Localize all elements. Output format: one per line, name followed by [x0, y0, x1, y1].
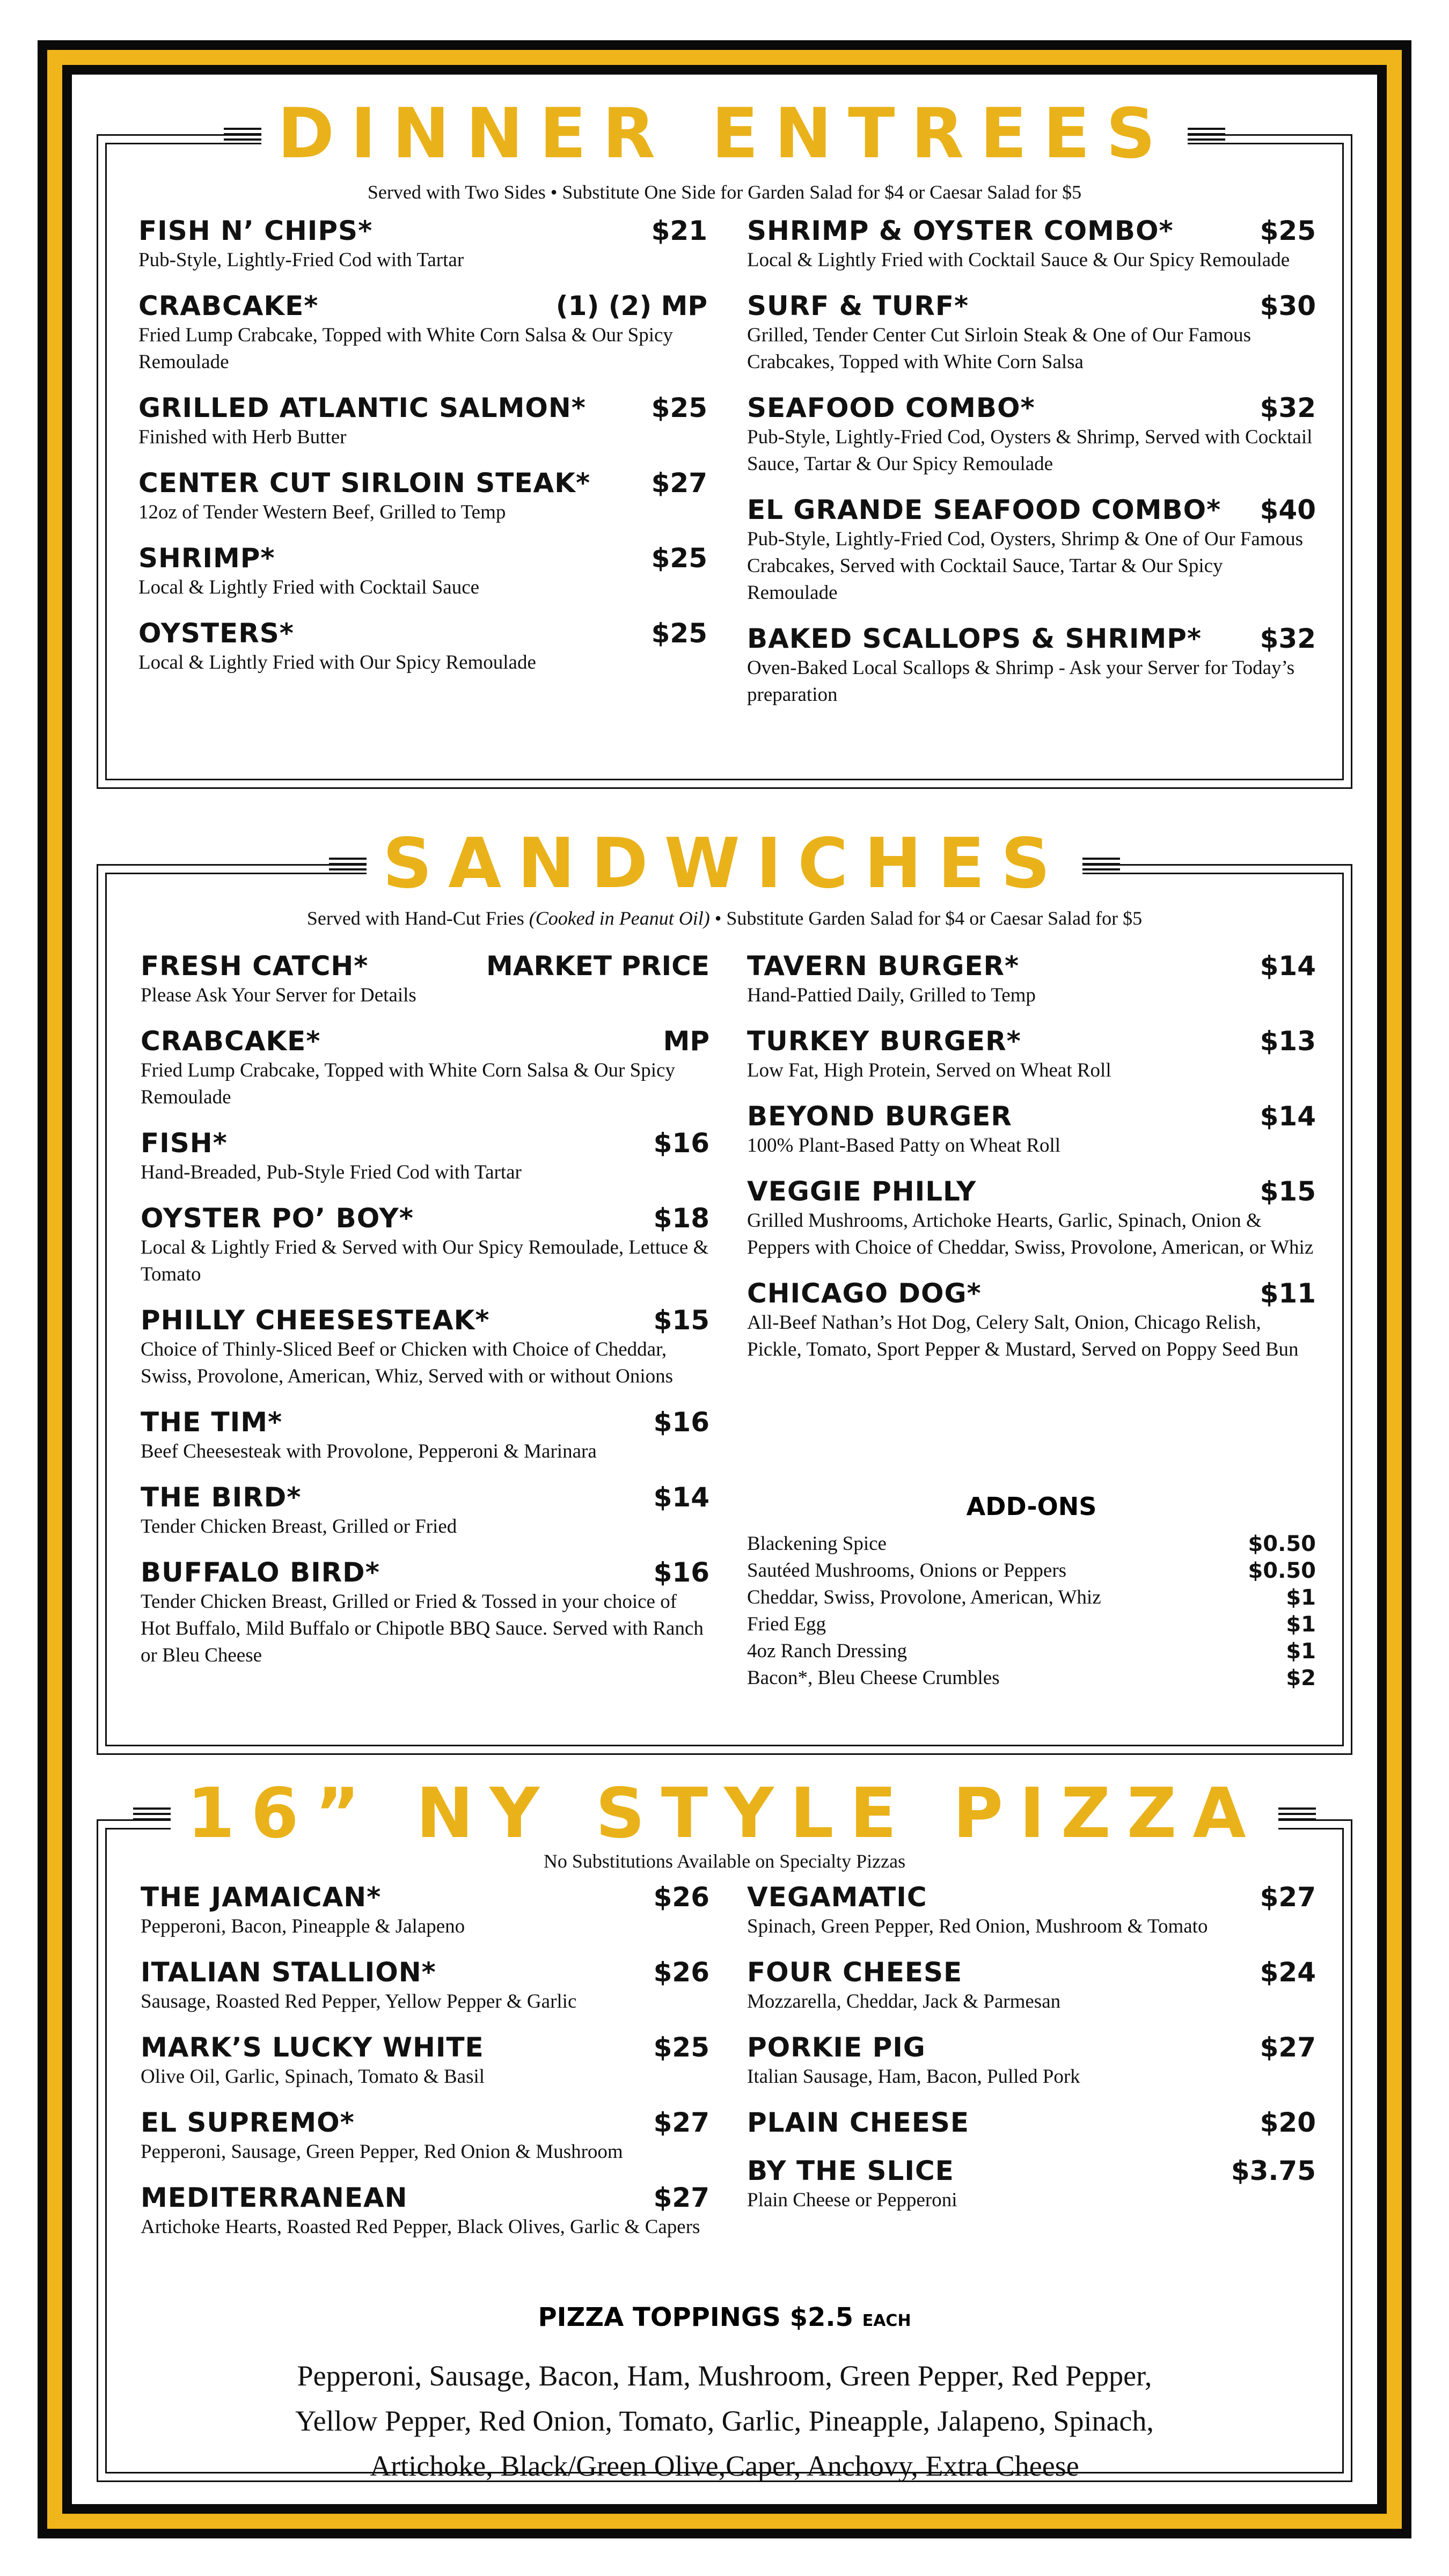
menu-item-description: Grilled Mushrooms, Artichoke Hearts, Garlic, Spinach, Onion & Peppers with Choice of Cheddar, Swiss, Provolone, American, or Whiz	[747, 1210, 1314, 1258]
menu-item-price: $40	[1260, 494, 1316, 525]
addon-price: $0.50	[1248, 1558, 1316, 1583]
menu-item	[141, 2106, 709, 2165]
menu-item-header	[138, 215, 707, 247]
menu-item-name: PORKIE PIG	[747, 2032, 926, 2063]
addon-row	[747, 1611, 1316, 1638]
menu-item-price: $25	[653, 2032, 709, 2063]
dinner-subtitle: Served with Two Sides • Substitute One Side for Garden Salad for $4 or Caesar Salad for $5	[367, 181, 1082, 203]
menu-item-header	[747, 215, 1316, 247]
pizza-toppings-heading	[97, 2302, 1352, 2332]
menu-item-name: SHRIMP & OYSTER COMBO*	[747, 215, 1174, 246]
menu-item	[747, 290, 1316, 376]
menu-item	[138, 290, 707, 376]
dinner-left-column	[138, 215, 707, 692]
menu-item-header	[138, 542, 707, 574]
menu-item	[141, 1481, 709, 1540]
menu-item-description: Italian Sausage, Ham, Bacon, Pulled Pork	[747, 2066, 1080, 2088]
menu-item	[747, 2106, 1316, 2139]
menu-item-name: MARK’S LUCKY WHITE	[141, 2032, 484, 2063]
menu-item-header	[747, 290, 1316, 322]
menu-item-name: BUFFALO BIRD*	[141, 1557, 380, 1588]
addon-name: Sautéed Mushrooms, Onions or Peppers	[747, 1560, 1067, 1582]
addon-row	[747, 1557, 1316, 1584]
menu-item-name: GRILLED ATLANTIC SALMON*	[138, 392, 586, 423]
menu-item-name: FOUR CHEESE	[747, 1957, 963, 1988]
menu-item-header	[138, 617, 707, 649]
menu-item-description: Olive Oil, Garlic, Spinach, Tomato & Basil	[141, 2066, 485, 2088]
menu-item-header	[747, 1175, 1316, 1208]
menu-item-name: OYSTERS*	[138, 618, 294, 649]
menu-item-price: $27	[651, 467, 707, 499]
addon-row	[747, 1531, 1316, 1557]
pizza-heading	[97, 1771, 1352, 1857]
menu-item-price: $18	[653, 1203, 709, 1234]
menu-item-header	[747, 494, 1316, 526]
menu-item-description: Plain Cheese or Pepperoni	[747, 2189, 957, 2211]
menu-item-description: Pub-Style, Lightly-Fried Cod, Oysters, Shrimp & One of Our Famous Crabcakes, Served with Cocktail Sauce, Tartar & Our Spicy Remoulade	[747, 528, 1303, 604]
addon-price: $1	[1286, 1585, 1316, 1610]
menu-item	[747, 623, 1316, 708]
addon-price: $1	[1286, 1639, 1316, 1664]
menu-item-price: $14	[1260, 950, 1316, 982]
addon-price: $2	[1286, 1666, 1316, 1690]
menu-item-description: Pepperoni, Sausage, Green Pepper, Red Onion & Mushroom	[141, 2141, 623, 2163]
menu-item	[747, 1025, 1316, 1084]
menu-item	[747, 1881, 1316, 1940]
menu-item-name: BY THE SLICE	[747, 2155, 954, 2186]
menu-item-description: Mozzarella, Cheddar, Jack & Parmesan	[747, 1990, 1061, 2012]
menu-item-name: PLAIN CHEESE	[747, 2107, 970, 2138]
menu-item-price: $15	[1260, 1176, 1316, 1207]
menu-item-description: Fried Lump Crabcake, Topped with White Corn Salsa & Our Spicy Remoulade	[138, 324, 673, 373]
menu-item-header	[141, 950, 709, 982]
menu-item	[141, 1304, 709, 1390]
dinner-right-column	[747, 215, 1316, 724]
menu-item-description: Grilled, Tender Center Cut Sirloin Steak & One of Our Famous Crabcakes, Topped with White Corn Salsa	[747, 324, 1252, 373]
menu-item-price: $26	[653, 1957, 709, 1988]
menu-item-name: FRESH CATCH*	[141, 950, 369, 982]
menu-item-price: $16	[653, 1128, 709, 1159]
menu-item-header	[141, 1202, 709, 1234]
sandwiches-heading	[97, 821, 1352, 907]
menu-item-description: Sausage, Roasted Red Pepper, Yellow Pepper & Garlic	[141, 1990, 577, 2012]
menu-item-description: Local & Lightly Fried with Cocktail Sauce & Our Spicy Remoulade	[747, 249, 1290, 271]
menu-item-price: $27	[653, 2107, 709, 2138]
menu-item-description: Hand-Pattied Daily, Grilled to Temp	[747, 984, 1036, 1006]
addons-list	[747, 1531, 1316, 1692]
sandwiches-subtitle	[97, 907, 1352, 930]
menu-item	[747, 392, 1316, 478]
menu-item	[138, 215, 707, 274]
pizza-toppings-each: EACH	[862, 2311, 911, 2330]
menu-item-description: Spinach, Green Pepper, Red Onion, Mushroom & Tomato	[747, 1915, 1208, 1937]
addon-name: Cheddar, Swiss, Provolone, American, Whiz	[747, 1586, 1101, 1608]
menu-item	[141, 1127, 709, 1186]
menu-item-name: OYSTER PO’ BOY*	[141, 1203, 414, 1234]
menu-item-name: EL SUPREMO*	[141, 2107, 355, 2138]
addon-price: $0.50	[1248, 1532, 1316, 1556]
menu-item-description: Artichoke Hearts, Roasted Red Pepper, Black Olives, Garlic & Capers	[141, 2216, 700, 2238]
menu-item-price: $11	[1260, 1278, 1316, 1309]
menu-item-description: Local & Lightly Fried & Served with Our Spicy Remoulade, Lettuce & Tomato	[141, 1236, 709, 1285]
addon-name: Blackening Spice	[747, 1533, 887, 1555]
menu-item	[141, 1406, 709, 1465]
menu-item-price: (1) (2) MP	[555, 290, 707, 321]
menu-item-name: ITALIAN STALLION*	[141, 1957, 436, 1988]
menu-item	[747, 494, 1316, 606]
menu-item-header	[747, 1881, 1316, 1913]
menu-item-header	[747, 1025, 1316, 1057]
menu-item-description: Tender Chicken Breast, Grilled or Fried	[141, 1516, 457, 1538]
menu-item	[747, 1277, 1316, 1363]
menu-item-price: $32	[1260, 623, 1316, 654]
menu-item-description: Local & Lightly Fried with Our Spicy Remoulade	[138, 652, 536, 674]
addon-name: Bacon*, Bleu Cheese Crumbles	[747, 1667, 1000, 1689]
menu-item-price: $15	[653, 1305, 709, 1336]
menu-item-price: $25	[651, 618, 707, 649]
pizza-left-column	[141, 1881, 709, 2257]
menu-item-price: MP	[663, 1026, 709, 1057]
sandwiches-subtitle-b: (Cooked in Peanut Oil)	[529, 908, 710, 929]
addon-price: $1	[1286, 1612, 1316, 1637]
sandwiches-subtitle-a: Served with Hand-Cut Fries	[306, 908, 529, 929]
menu-item-name: BEYOND BURGER	[747, 1101, 1012, 1132]
menu-item	[138, 392, 707, 451]
heading-bar-right	[1278, 1807, 1316, 1820]
menu-item-price: $3.75	[1231, 2155, 1316, 2186]
addons-block	[747, 1492, 1316, 1692]
menu-item-header	[141, 1556, 709, 1589]
menu-item-price: $30	[1260, 290, 1316, 321]
menu-item	[747, 1175, 1316, 1261]
menu-item	[138, 617, 707, 676]
menu-item	[141, 2031, 709, 2090]
menu-item	[747, 215, 1316, 274]
addon-name: Fried Egg	[747, 1613, 826, 1635]
pizza-right-column	[747, 1881, 1316, 2230]
menu-item-price: $27	[1260, 1882, 1316, 1913]
menu-item-description: Pub-Style, Lightly-Fried Cod, Oysters & Shrimp, Served with Cocktail Sauce, Tartar & Our Spicy Remoulade	[747, 426, 1313, 475]
menu-item-description: Pepperoni, Bacon, Pineapple & Jalapeno	[141, 1915, 465, 1937]
menu-item	[747, 1100, 1316, 1159]
menu-item-price: $16	[653, 1557, 709, 1588]
sandwiches-right-column	[747, 950, 1316, 1379]
menu-item	[747, 950, 1316, 1009]
menu-item	[141, 1881, 709, 1940]
menu-item-header	[138, 290, 707, 322]
menu-item-name: TURKEY BURGER*	[747, 1026, 1021, 1057]
menu-item-header	[141, 2182, 709, 2214]
menu-item-name: BAKED SCALLOPS & SHRIMP*	[747, 623, 1202, 654]
menu-item	[141, 1956, 709, 2015]
menu-item-header	[141, 1127, 709, 1159]
menu-item-header	[747, 2031, 1316, 2063]
menu-item-name: FISH*	[141, 1128, 228, 1159]
menu-item-description: Beef Cheesesteak with Provolone, Pepperoni & Marinara	[141, 1440, 597, 1462]
pizza-toppings-list	[177, 2353, 1272, 2489]
heading-bar-left	[329, 858, 367, 870]
menu-item	[141, 2182, 709, 2241]
menu-item-name: PHILLY CHEESESTEAK*	[141, 1305, 490, 1336]
menu-item-name: TAVERN BURGER*	[747, 950, 1020, 982]
menu-item-header	[138, 392, 707, 424]
menu-item-price: MARKET PRICE	[486, 950, 709, 982]
addon-row	[747, 1584, 1316, 1611]
menu-item-description: All-Beef Nathan’s Hot Dog, Celery Salt, Onion, Chicago Relish, Pickle, Tomato, Sport Pepper & Mustard, Served on Poppy Seed Bun	[747, 1312, 1299, 1360]
menu-item-description: Tender Chicken Breast, Grilled or Fried & Tossed in your choice of Hot Buffalo, Mild Buffalo or Chipotle BBQ Sauce. Served with Ranch or Bleu Cheese	[141, 1591, 704, 1666]
menu-item-name: EL GRANDE SEAFOOD COMBO*	[747, 494, 1221, 525]
menu-item-name: MEDITERRANEAN	[141, 2182, 408, 2213]
menu-item-header	[747, 1100, 1316, 1132]
menu-item-name: VEGAMATIC	[747, 1882, 927, 1913]
menu-item	[141, 1556, 709, 1669]
menu-item-header	[747, 950, 1316, 982]
menu-item-name: CRABCAKE*	[141, 1026, 321, 1057]
addon-name: 4oz Ranch Dressing	[747, 1640, 907, 1662]
menu-item-description: Choice of Thinly-Sliced Beef or Chicken with Choice of Cheddar, Swiss, Provolone, American, Whiz, Served with or without Onions	[141, 1338, 674, 1387]
addon-row	[747, 1638, 1316, 1665]
menu-item-price: $20	[1260, 2107, 1316, 2138]
menu-item-price: $16	[653, 1407, 709, 1438]
pizza-subtitle: No Substitutions Available on Specialty Pizzas	[543, 1850, 906, 1872]
menu-item	[138, 542, 707, 601]
menu-item-description: Hand-Breaded, Pub-Style Fried Cod with Tartar	[141, 1161, 522, 1183]
menu-item-name: SEAFOOD COMBO*	[747, 392, 1035, 423]
toppings-line-2: Yellow Pepper, Red Onion, Tomato, Garlic, Pineapple, Jalapeno, Spinach,	[295, 2405, 1154, 2437]
dinner-heading	[97, 91, 1352, 177]
menu-item	[747, 1956, 1316, 2015]
menu-item-price: $25	[651, 392, 707, 423]
menu-item-header	[141, 2031, 709, 2063]
menu-item	[747, 2031, 1316, 2090]
menu-item-description: Low Fat, High Protein, Served on Wheat Roll	[747, 1059, 1111, 1081]
menu-item-name: CHICAGO DOG*	[747, 1278, 982, 1309]
menu-item	[141, 950, 709, 1009]
menu-item-description: 100% Plant-Based Patty on Wheat Roll	[747, 1135, 1061, 1157]
addons-title: ADD-ONS	[966, 1492, 1097, 1521]
menu-item-description: Please Ask Your Server for Details	[141, 984, 416, 1006]
menu-item-price: $25	[651, 543, 707, 574]
heading-bar-left	[133, 1807, 171, 1820]
menu-item-header	[141, 1304, 709, 1336]
menu-item-header	[747, 1956, 1316, 1988]
menu-item-header	[747, 1277, 1316, 1309]
menu-item-price: $24	[1260, 1957, 1316, 1988]
sandwiches-title: SANDWICHES	[367, 821, 1082, 907]
menu-item-name: THE BIRD*	[141, 1482, 302, 1513]
menu-item-header	[747, 392, 1316, 424]
menu-item-price: $26	[653, 1882, 709, 1913]
menu-item-name: SURF & TURF*	[747, 290, 969, 321]
menu-item-description: 12oz of Tender Western Beef, Grilled to Temp	[138, 501, 506, 523]
menu-item-header	[141, 1025, 709, 1057]
pizza-title: 16” NY STYLE PIZZA	[171, 1771, 1278, 1857]
menu-item-description: Finished with Herb Butter	[138, 426, 347, 448]
menu-item-header	[141, 2106, 709, 2139]
menu-item-name: CRABCAKE*	[138, 290, 319, 321]
pizza-toppings-label: PIZZA TOPPINGS $2.5	[538, 2302, 853, 2332]
menu-item-price: $32	[1260, 392, 1316, 423]
dinner-title: DINNER ENTREES	[261, 91, 1188, 177]
menu-item-header	[141, 1881, 709, 1913]
menu-item-price: $27	[1260, 2032, 1316, 2063]
menu-item-name: THE TIM*	[141, 1407, 283, 1438]
menu-item	[141, 1025, 709, 1111]
menu-item-description: Fried Lump Crabcake, Topped with White Corn Salsa & Our Spicy Remoulade	[141, 1059, 675, 1108]
menu-item-header	[747, 2106, 1316, 2139]
heading-bar-left	[224, 128, 261, 141]
menu-item-name: SHRIMP*	[138, 543, 275, 574]
menu-item-header	[141, 1406, 709, 1438]
menu-item	[138, 467, 707, 526]
addon-row	[747, 1665, 1316, 1692]
menu-item-header	[141, 1481, 709, 1513]
menu-item-header	[138, 467, 707, 499]
menu-item-price: $14	[1260, 1101, 1316, 1132]
menu-item-description: Pub-Style, Lightly-Fried Cod with Tartar	[138, 249, 464, 271]
toppings-line-1: Pepperoni, Sausage, Bacon, Ham, Mushroom, Green Pepper, Red Pepper,	[297, 2360, 1152, 2392]
menu-item-price: $13	[1260, 1026, 1316, 1057]
heading-bar-right	[1082, 858, 1120, 870]
menu-item-name: THE JAMAICAN*	[141, 1882, 382, 1913]
menu-item-price: $25	[1260, 215, 1316, 246]
sandwiches-subtitle-c: • Substitute Garden Salad for $4 or Caesar Salad for $5	[709, 908, 1143, 929]
menu-item	[747, 2155, 1316, 2214]
menu-item-price: $14	[653, 1482, 709, 1513]
menu-item-header	[141, 1956, 709, 1988]
menu-item-name: CENTER CUT SIRLOIN STEAK*	[138, 467, 591, 499]
menu-item-name: FISH N’ CHIPS*	[138, 215, 373, 246]
menu-item-header	[747, 623, 1316, 655]
heading-bar-right	[1188, 128, 1225, 141]
menu-item-description: Local & Lightly Fried with Cocktail Sauce	[138, 576, 480, 598]
menu-item-name: VEGGIE PHILLY	[747, 1176, 977, 1207]
toppings-line-3: Artichoke, Black/Green Olive,Caper, Anchovy, Extra Cheese	[370, 2450, 1079, 2482]
menu-item-price: $21	[651, 215, 707, 246]
menu-item	[141, 1202, 709, 1288]
menu-item-description: Oven-Baked Local Scallops & Shrimp - Ask your Server for Today’s preparation	[747, 657, 1295, 706]
menu-item-header	[747, 2155, 1316, 2187]
menu-item-price: $27	[653, 2182, 709, 2213]
sandwiches-left-column	[141, 950, 709, 1685]
